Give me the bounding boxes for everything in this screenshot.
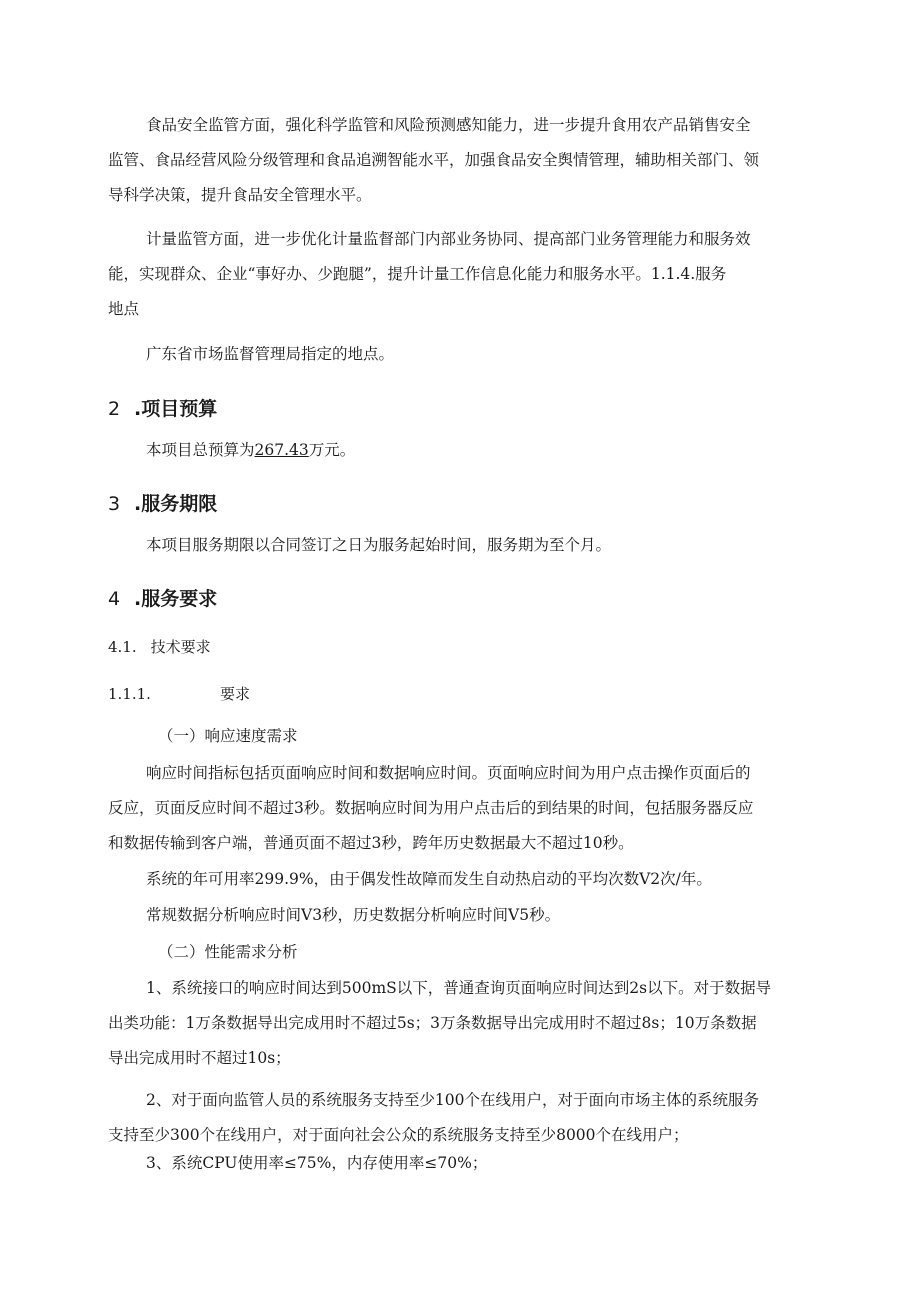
food-safety-paragraph: 食品安全监管方面，强化科学监管和风险预测感知能力，进一步提升食用农产品销售安全 监管、食品经营风险分级管理和食品追溯智能水平，加强食品安全舆情管理，辅助相关部门、领 导科学决策，提升食品安全管理水平。 <box>108 116 760 204</box>
metrology-paragraph: 计量监管方面，进一步优化计量监督部门内部业务协同、提高部门业务管理能力和服务效 能，实现群众、企业“事好办、少跑腿”，提升计量工作信息化能力和服务水平。1.1.4.服务 地点 <box>108 230 751 318</box>
performance-heading: （二）性能需求分析 <box>158 943 298 961</box>
section-heading-requirements: 4 .服务要求 <box>108 588 218 610</box>
performance-item-3: 3、系统CPU使用率≤75%，内存使用率≤70%； <box>146 1154 488 1172</box>
subheading-technical: 4.1. 技术要求 <box>108 638 211 656</box>
service-period-text: 本项目服务期限以合同签订之日为服务起始时间，服务期为至个月。 <box>146 536 612 554</box>
section-heading-budget: 2 .项目预算 <box>108 398 218 420</box>
response-paragraph: 响应时间指标包括页面响应时间和数据响应时间。页面响应时间为用户点击操作页面后的 反应，页面反应时间不超过3秒。数据响应时间为用户点击后的到结果的时间，包括服务器反应 和数据传输到客户端，普通页面不超过3秒，跨年历史数据最大不超过10秒。 <box>108 764 754 852</box>
performance-item-1: 1、系统接口的响应时间达到500mS以下，普通查询页面响应时间达到2s以下。对于数据导 出类功能：1万条数据导出完成用时不超过5s；3万条数据导出完成用时不超过8s；10万条数据 导出完成用时不超过10s； <box>108 979 772 1067</box>
availability-text: 系统的年可用率299.9%，由于偶发性故障而发生自动热启动的平均次数V2次/年。 <box>146 870 712 888</box>
service-location-text: 广东省市场监督管理局指定的地点。 <box>146 345 395 363</box>
performance-item-2: 2、对于面向监管人员的系统服务支持至少100个在线用户，对于面向市场主体的系统服务 支持至少300个在线用户，对于面向社会公众的系统服务支持至少8000个在线用户； <box>108 1091 759 1144</box>
response-speed-heading: （一）响应速度需求 <box>158 727 298 745</box>
budget-text: 本项目总预算为267.43万元。 <box>146 441 356 459</box>
analysis-time-text: 常规数据分析响应时间V3秒，历史数据分析响应时间V5秒。 <box>146 906 561 924</box>
budget-amount: 267.43 <box>254 441 309 459</box>
section-heading-period: 3 .服务期限 <box>108 493 218 515</box>
subheading-requirements: 1.1.1. 要求 <box>108 685 251 703</box>
